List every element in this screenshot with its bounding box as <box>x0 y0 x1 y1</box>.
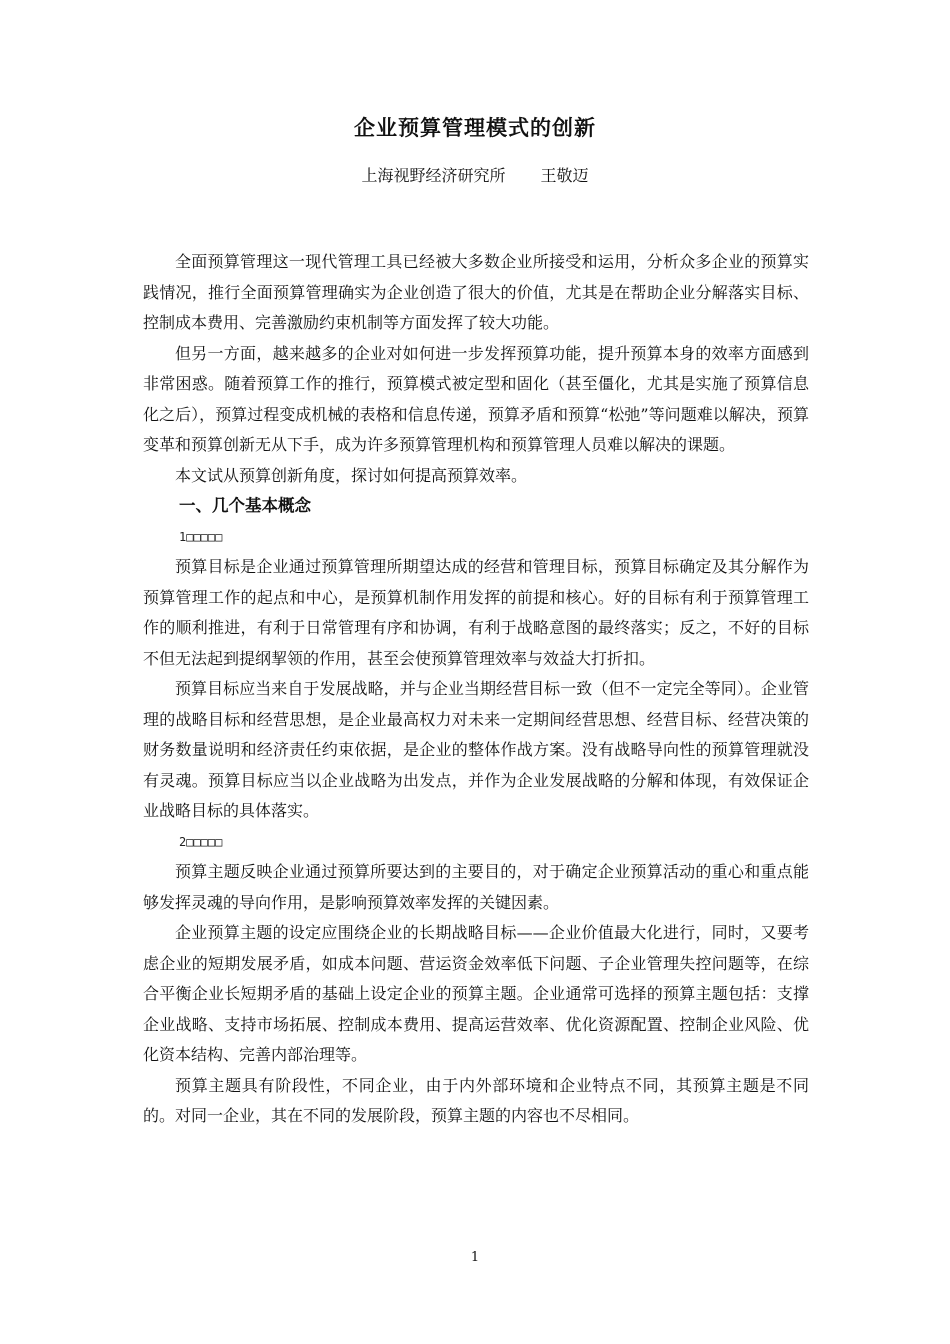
page-number: 1 <box>470 1250 480 1265</box>
document-title: 企业预算管理模式的创新 <box>354 116 596 140</box>
paragraph: 全面预算管理这一现代管理工具已经被大多数企业所接受和运用，分析众多企业的预算实践情况，推行全面预算管理确实为企业创造了很大的价值，尤其是在帮助企业分解落实目标、控制成本费用、完善激励约束机制等方面发挥了较大功能。 <box>143 252 809 332</box>
paragraph: 但另一方面，越来越多的企业对如何进一步发挥预算功能，提升预算本身的效率方面感到非常困惑。随着预算工作的推行，预算模式被定型和固化（甚至僵化，尤其是实施了预算信息化之后），预算过程变成机械的表格和信息传递，预算矛盾和预算“松弛”等问题难以解决，预算变革和预算创新无从下手，成为许多预算管理机构和预算管理人员难以解决的课题。 <box>143 343 809 454</box>
paragraph: 本文试从预算创新角度，探讨如何提高预算效率。 <box>175 465 528 485</box>
paragraph: 企业预算主题的设定应围绕企业的长期战略目标——企业价值最大化进行，同时，又要考虑企业的短期发展矛盾，如成本问题、营运资金效率低下问题、子企业管理失控问题等，在综合平衡企业长短期矛盾的基础上设定企业的预算主题。企业通常可选择的预算主题包括：支撑企业战略、支持市场拓展、控制成本费用、提高运营效率、优化资源配置、控制企业风险、优化资本结构、完善内部治理等。 <box>143 923 809 1064</box>
author: 王敬迈 <box>540 166 589 185</box>
document-body <box>143 247 809 1132</box>
byline <box>0 163 950 186</box>
subsection-heading: 2□□□□□ <box>179 834 223 849</box>
paragraph: 预算目标应当来自于发展战略，并与企业当期经营目标一致（但不一定完全等同）。企业管理的战略目标和经营思想，是企业最高权力对未来一定期间经营思想、经营目标、经营决策的财务数量说明和经济责任约束依据，是企业的整体作战方案。没有战略导向性的预算管理就没有灵魂。预算目标应当以企业战略为出发点，并作为企业发展战略的分解和体现，有效保证企业战略目标的具体落实。 <box>143 679 809 820</box>
affiliation: 上海视野经济研究所 <box>361 166 506 185</box>
paragraph: 预算主题反映企业通过预算所要达到的主要目的，对于确定企业预算活动的重心和重点能够发挥灵魂的导向作用，是影响预算效率发挥的关键因素。 <box>143 862 809 912</box>
subsection-heading: 1□□□□□ <box>179 529 223 544</box>
paragraph: 预算主题具有阶段性，不同企业，由于内外部环境和企业特点不同，其预算主题是不同的。对同一企业，其在不同的发展阶段，预算主题的内容也不尽相同。 <box>143 1075 809 1125</box>
paragraph: 预算目标是企业通过预算管理所期望达成的经营和管理目标，预算目标确定及其分解作为预算管理工作的起点和中心，是预算机制作用发挥的前提和核心。好的目标有利于预算管理工作的顺利推进，有利于日常管理有序和协调，有利于战略意图的最终落实；反之，不好的目标不但无法起到提纲挈领的作用，甚至会使预算管理效率与效益大打折扣。 <box>143 557 809 668</box>
section-heading: 一、几个基本概念 <box>179 496 311 515</box>
